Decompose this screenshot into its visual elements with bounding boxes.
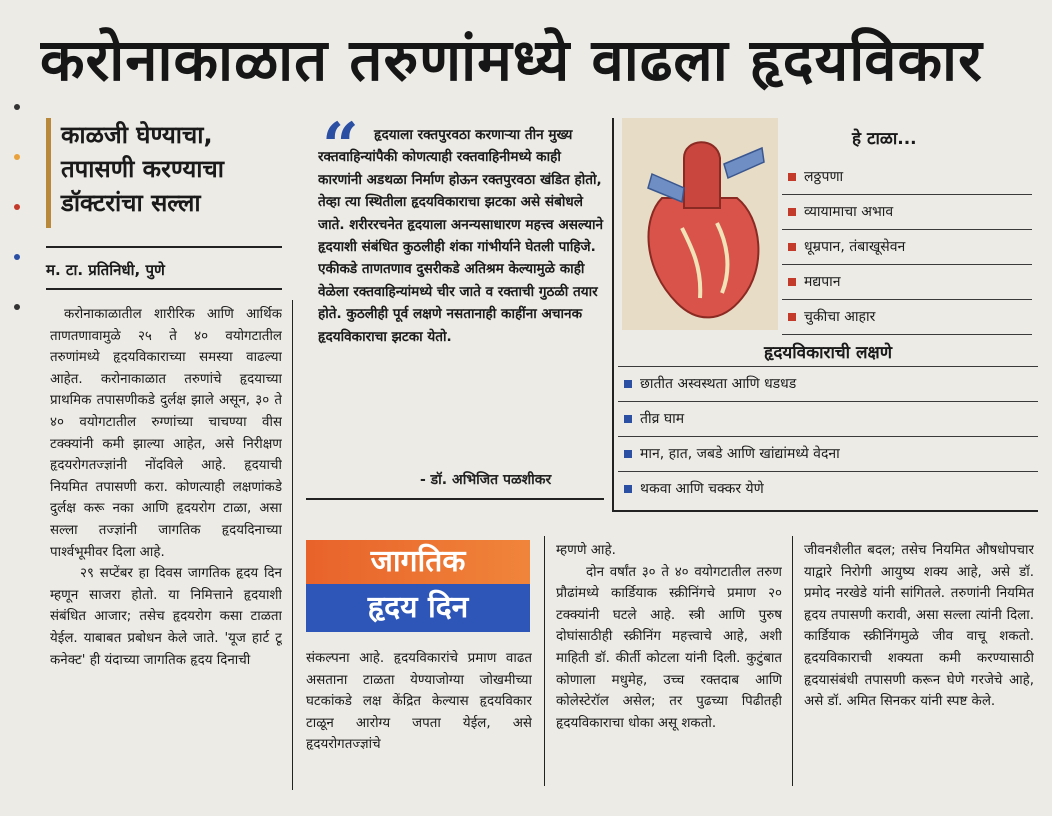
list-item-label: धूम्रपान, तंबाखूसेवन xyxy=(804,239,906,255)
banner-line-1: जागतिक xyxy=(306,540,530,584)
paragraph: जीवनशैलीत बदल; तसेच नियमित औषधोपचार याद्वारे निरोगी आयुष्य शक्य आहे, असे डॉ. प्रमोद नरखेडे यांनी सांगितले. तरुणांनी नियमित हृदय तपासणी करावी, असा सल्ला त्यांनी दिला. कार्डियाक स्क्रीनिंगमुळे जीव वाचू शकतो. हृदयविकाराची शक्यता कमी करण्यासाठी हृदयासंबंधी तपासणी करून घेणे गरजेचे आहे, असे डॉ. अमित सिनकर यांनी स्पष्ट केले. xyxy=(804,543,1034,710)
quote-indent xyxy=(318,138,374,139)
bullet-icon xyxy=(788,173,796,181)
world-heart-day-banner xyxy=(306,540,530,632)
divider xyxy=(46,246,282,248)
divider xyxy=(306,498,604,500)
bullet-icon xyxy=(624,380,632,388)
paragraph: म्हणणे आहे. xyxy=(556,543,616,558)
heart-illustration xyxy=(622,118,778,330)
subhead-line: तपासणी करण्याचा xyxy=(61,155,224,183)
column-divider xyxy=(792,536,793,786)
list-item xyxy=(782,195,1032,230)
list-item xyxy=(782,265,1032,300)
list-item-label: छातीत अस्वस्थता आणि धडधड xyxy=(640,376,797,392)
divider xyxy=(46,288,282,290)
list-item-label: थकवा आणि चक्कर येणे xyxy=(640,481,764,497)
bullet-icon xyxy=(788,313,796,321)
bullet-icon xyxy=(624,450,632,458)
list-item-label: व्यायामाचा अभाव xyxy=(804,204,894,220)
article-column-2 xyxy=(306,648,532,788)
bullet-icon xyxy=(788,243,796,251)
list-item xyxy=(782,300,1032,335)
bullet-icon xyxy=(624,415,632,423)
list-item-label: तीव्र घाम xyxy=(640,411,685,427)
bullet-icon xyxy=(788,278,796,286)
bullet-icon xyxy=(624,485,632,493)
list-item-label: मद्यपान xyxy=(804,274,841,290)
bullet-icon xyxy=(788,208,796,216)
quote-author: - डॉ. अभिजित पळशीकर xyxy=(420,472,552,488)
column-divider xyxy=(544,536,545,786)
subhead-line: काळजी घेण्याचा, xyxy=(61,121,213,149)
list-item-label: मान, हात, जबडे आणि खांद्यांमध्ये वेदना xyxy=(640,446,840,462)
list-item-label: चुकीचा आहार xyxy=(804,309,876,325)
article-column-1 xyxy=(50,304,282,784)
margin-dots xyxy=(6,100,26,340)
subheadline xyxy=(46,118,284,228)
list-item xyxy=(618,366,1038,401)
article-column-4 xyxy=(804,540,1034,788)
article-column-3 xyxy=(556,540,782,788)
aorta-shape xyxy=(684,142,720,208)
list-item xyxy=(782,160,1032,195)
avoid-list xyxy=(782,160,1032,335)
symptoms-list xyxy=(618,366,1038,506)
quote-text: हृदयाला रक्तपुरवठा करणाऱ्या तीन मुख्य रक्तवाहिन्यांपैकी कोणत्याही रक्तवाहिनीमध्ये काही कारणांनी अडथळा निर्माण होऊन रक्तपुरवठा खंडित होतो, तेव्हा त्या स्थितीला हृदयविकाराचा झटका असे संबोधले जाते. शरीररचनेत हृदयाला अनन्यसाधारण महत्त्व असल्याने हृदयाशी संबंधित कुठलीही शंका गांभीर्याने घेतली पाहिजे. एकीकडे ताणतणाव दुसरीकडे अतिश्रम केल्यामुळे काही वेळेला रक्तवाहिन्यांमध्ये चीर जाते व रक्ताची गुठळी तयार होते. कुठलीही पूर्व लक्षणे नसतानाही काहींना अचानक हृदयविकाराचा झटका येतो. xyxy=(318,127,604,345)
expert-quote xyxy=(318,124,604,474)
paragraph: करोनाकाळातील शारीरिक आणि आर्थिक ताणतणावामुळे २५ ते ४० वयोगटातील तरुणांमध्ये हृदयविकाराच्या समस्या वाढल्या आहेत. करोनाकाळात तरुणांचे हृदयाच्या प्राथमिक तपासणीकडे दुर्लक्ष झाले असून, ३० ते ४० वयोगटातील रुग्णांच्या चाचण्या वीस टक्क्यांनी कमी झाल्या आहेत, असे निरीक्षण हृदयरोगतज्ज्ञांनी नोंदविले आहे. हृदयाची नियमित तपासणी करा. कोणत्याही लक्षणांकडे दुर्लक्ष करू नका आणि हृदयरोग टाळा, असा सल्ला तज्ज्ञांनी जागतिक हृदयदिनाच्या पार्श्वभूमीवर दिला आहे. xyxy=(50,307,282,560)
list-item xyxy=(782,230,1032,265)
column-divider xyxy=(292,300,293,790)
list-item xyxy=(618,401,1038,436)
symptoms-title: हृदयविकाराची लक्षणे xyxy=(763,343,893,363)
paragraph: २९ सप्टेंबर हा दिवस जागतिक हृदय दिन म्हणून साजरा होतो. या निमित्ताने हृदयाशी संबंधित आजार; तसेच हृदयरोग कसा टाळता येईल. याबाबत प्रबोधन केले जाते. 'यूज हार्ट टू कनेक्ट' ही यंदाच्या जागतिक हृदय दिनाची xyxy=(50,566,282,668)
byline: म. टा. प्रतिनिधी, पुणे xyxy=(46,261,165,279)
banner-line-2: हृदय दिन xyxy=(306,584,530,632)
headline: करोनाकाळात तरुणांमध्ये वाढला हृदयविकार xyxy=(40,26,983,94)
divider xyxy=(612,510,1038,512)
quote-mark-icon: “ xyxy=(322,109,359,184)
avoid-title: हे टाळा... xyxy=(852,129,917,149)
divider xyxy=(612,118,614,510)
list-item xyxy=(618,471,1038,506)
subhead-line: डॉक्टरांचा सल्ला xyxy=(61,189,201,217)
list-item-label: लठ्ठपणा xyxy=(804,169,844,185)
list-item xyxy=(618,436,1038,471)
paragraph: संकल्पना आहे. हृदयविकारांचे प्रमाण वाढत असताना टाळता येण्याजोग्या जोखमीच्या घटकांकडे लक्ष केंद्रित केल्यास हृदयविकार टाळून आरोग्य जपता येईल, असे हृदयरोगतज्ज्ञांचे xyxy=(306,651,532,753)
paragraph: दोन वर्षांत ३० ते ४० वयोगटातील तरुण प्रौढांमध्ये कार्डियाक स्क्रीनिंगचे प्रमाण २० टक्क्यांनी घटले आहे. स्त्री आणि पुरुष दोघांसाठीही स्क्रीनिंग महत्त्वाचे आहे, अशी माहिती डॉ. कीर्ती कोटला यांनी दिली. कुटुंबात कोणाला मधुमेह, उच्च रक्तदाब आणि कोलेस्टेरॉल असेल; तर पुढच्या पिढीतही हृदयविकाराचा धोका असू शकतो. xyxy=(556,564,782,731)
